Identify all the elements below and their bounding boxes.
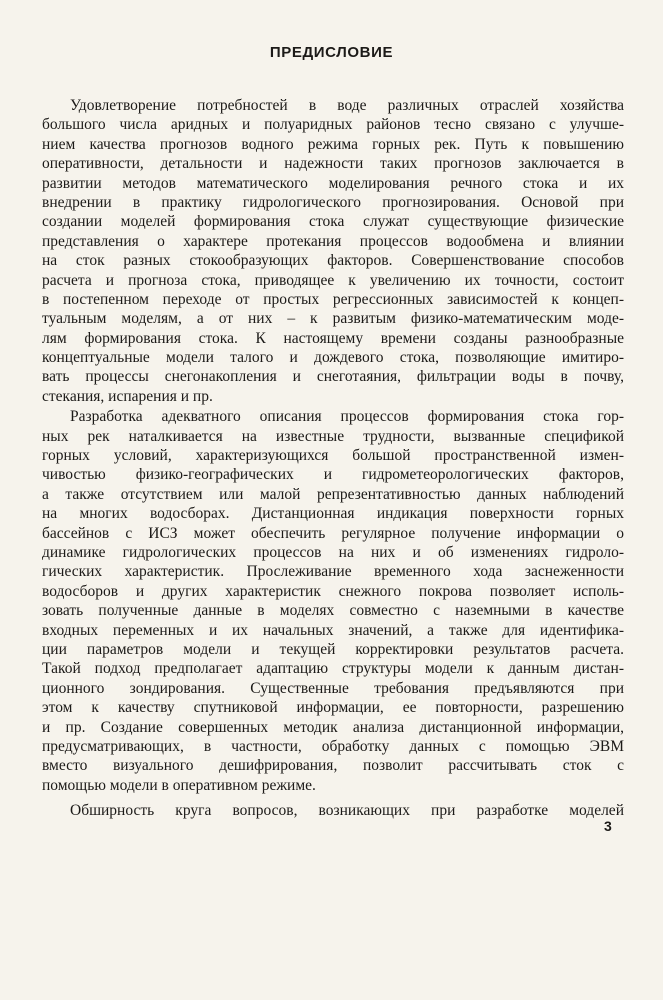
text-line: ции параметров модели и текущей корректировки результатов расчета. [42,640,624,658]
text-line: Обширность круга вопросов, возникающих при разработке моделей [70,802,624,820]
text-line: внедрении в практику гидрологического прогнозирования. Основой при [42,193,624,211]
text-line: лям формирования стока. К настоящему времени созданы разнообразные [42,329,624,347]
text-line: динамике гидрологических процессов на них и об изменениях гидроло- [42,543,624,561]
text-line: Такой подход предполагает адаптацию структуры модели к данным дистан- [42,660,624,678]
text-line: вать процессы снегонакопления и снеготаяния, фильтрации воды в почву, [42,368,624,386]
text-line: Удовлетворение потребностей в воде различных отраслей хозяйства [70,97,624,114]
text-line: большого числа аридных и полуаридных районов тесно связано с улучше- [42,116,624,134]
paragraph [42,407,624,795]
text-line: в постепенном переходе от простых регрессионных зависимостей к концеп- [42,290,624,308]
page-heading: ПРЕДИСЛОВИЕ [269,44,394,61]
text-line: вместо визуального дешифрирования, позволит рассчитывать сток с [42,757,624,775]
text-line: туальным моделям, а от них – к развитым физико-математическим моде- [42,310,624,328]
text-line: чивостью физико-географических и гидрометеорологических факторов, [42,466,624,484]
text-line: представления о характере протекания процессов водообмена и влиянии [42,232,624,250]
text-line: горных условий, характеризующихся большой пространственной измен- [42,447,624,465]
text-line: создании моделей формирования стока служат существующие физические [42,213,624,231]
text-line: этом к качеству спутниковой информации, ее повторности, разрешению [42,699,624,717]
page-number: 3 [604,818,612,834]
text-line: зовать полученные данные в моделях совместно с наземными в качестве [42,602,624,620]
paragraph [42,801,624,820]
text-line: помощью модели в оперативном режиме. [42,776,316,794]
text-line: концептуальные модели талого и дождевого стока, позволяющие имитиро- [42,349,624,367]
text-line: развитии методов математического моделирования речного стока и их [42,174,624,192]
body-text [42,96,624,820]
text-line: на многих водосборах. Дистанционная индикация поверхности горных [42,505,624,523]
text-line: расчета и прогноза стока, приводящее к увеличению их точности, состоит [42,271,624,289]
text-line: и пр. Создание совершенных методик анализа дистанционной информации, [42,718,624,736]
text-line: оперативности, детальности и надежности таких прогнозов заключается в [42,155,624,173]
paragraph [42,96,624,406]
text-line: предусматривающих, в частности, обработку данных с помощью ЭВМ [42,737,624,755]
text-line: а также отсутствием или малой репрезентативностью данных наблюдений [42,485,624,503]
text-line: водосборов и других характеристик снежного покрова позволяет исполь- [42,582,624,600]
text-line: бассейнов с ИСЗ может обеспечить регулярное получение информации о [42,524,624,542]
text-line: входных переменных и их начальных значений, а также для идентифика- [42,621,624,639]
text-line: стекания, испарения и пр. [42,387,213,405]
text-line: ных рек наталкивается на известные трудности, вызванные спецификой [42,427,624,445]
text-line: гических характеристик. Прослеживание временного хода заснеженности [42,563,624,581]
text-line: Разработка адекватного описания процессов формирования стока гор- [70,408,624,426]
text-line: нием качества прогнозов водного режима горных рек. Путь к повышению [42,135,624,153]
text-line: на сток разных стокообразующих факторов. Совершенствование способов [42,252,624,270]
text-line: ционного зондирования. Существенные требования предъявляются при [42,679,624,697]
